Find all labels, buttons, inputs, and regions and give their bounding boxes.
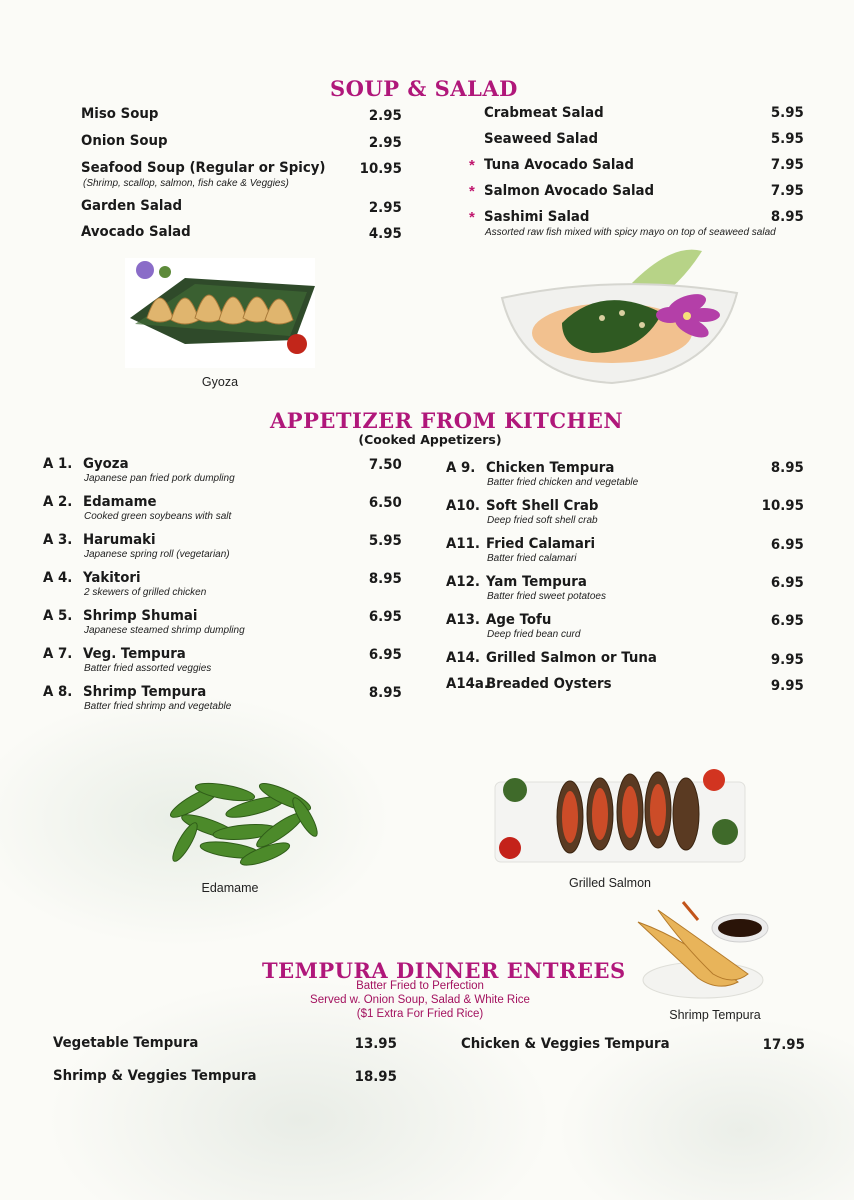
menu-item-price: 6.95 — [771, 537, 804, 553]
menu-item-description: Japanese steamed shrimp dumpling — [84, 625, 245, 636]
shrimp-tempura-photo — [628, 900, 778, 1005]
menu-item-price: 2.95 — [369, 108, 402, 124]
menu-item-description: Batter fried sweet potatoes — [487, 591, 606, 602]
menu-item-name: Grilled Salmon or Tuna — [486, 650, 657, 666]
menu-item-name: Breaded Oysters — [486, 676, 612, 692]
menu-item-name: Salmon Avocado Salad — [484, 183, 655, 199]
item-code: A 7. — [43, 646, 73, 662]
menu-item-price: 8.95 — [369, 571, 402, 587]
menu-item-price: 6.95 — [771, 575, 804, 591]
menu-item-price: 2.95 — [369, 135, 402, 151]
menu-item-price: 10.95 — [359, 161, 402, 177]
item-code: A 5. — [43, 608, 73, 624]
menu-item-price: 10.95 — [761, 498, 804, 514]
menu-item-price: 7.95 — [771, 183, 804, 199]
menu-item-price: 6.50 — [369, 495, 402, 511]
menu-item-name: Vegetable Tempura — [53, 1035, 199, 1051]
soup-salad-heading: SOUP & SALAD — [330, 76, 518, 101]
tempura-line-2: Served w. Onion Soup, Salad & White Rice — [310, 994, 530, 1006]
gyoza-caption: Gyoza — [201, 375, 239, 389]
item-code: A11. — [446, 536, 480, 552]
item-code: A 9. — [446, 460, 476, 476]
menu-item-name: Shrimp Shumai — [83, 608, 198, 624]
item-code: A14. — [446, 650, 480, 666]
menu-item-name: Chicken Tempura — [486, 460, 615, 476]
appetizer-subtitle: (Cooked Appetizers) — [358, 432, 502, 447]
menu-item-price: 6.95 — [771, 613, 804, 629]
menu-item-description: Deep fried soft shell crab — [487, 515, 598, 526]
menu-item-name: Soft Shell Crab — [486, 498, 599, 514]
tempura-line-1: Batter Fried to Perfection — [356, 980, 484, 992]
menu-item-price: 4.95 — [369, 226, 402, 242]
menu-item-name: Onion Soup — [81, 133, 168, 149]
gyoza-photo — [125, 258, 315, 368]
menu-item-description: Deep fried bean curd — [487, 629, 581, 640]
spicy-star-icon: * — [469, 209, 475, 226]
menu-item-name: Sashimi Salad — [484, 209, 590, 225]
menu-item-description: Batter fried shrimp and vegetable — [84, 701, 232, 712]
menu-item-price: 13.95 — [354, 1036, 397, 1052]
item-code: A 2. — [43, 494, 73, 510]
menu-item-price: 5.95 — [369, 533, 402, 549]
item-code: A 8. — [43, 684, 73, 700]
item-code: A12. — [446, 574, 480, 590]
menu-item-price: 8.95 — [369, 685, 402, 701]
menu-item-name: Yam Tempura — [486, 574, 587, 590]
menu-item-price: 9.95 — [771, 652, 804, 668]
menu-item-name: Tuna Avocado Salad — [484, 157, 634, 173]
menu-item-name: Edamame — [83, 494, 157, 510]
item-code: A14a. — [446, 676, 489, 692]
menu-item-name: Gyoza — [83, 456, 129, 472]
menu-item-name: Fried Calamari — [486, 536, 596, 552]
appetizer-heading: APPETIZER FROM KITCHEN — [270, 408, 624, 433]
grilled-salmon-photo — [490, 762, 750, 872]
menu-item-name: Age Tofu — [486, 612, 552, 628]
item-code: A 1. — [43, 456, 73, 472]
menu-item-price: 18.95 — [354, 1069, 397, 1085]
menu-item-price: 7.95 — [771, 157, 804, 173]
grilled-salmon-caption: Grilled Salmon — [569, 876, 651, 890]
menu-item-price: 5.95 — [771, 131, 804, 147]
menu-item-description: (Shrimp, scallop, salmon, fish cake & Veggies) — [83, 178, 289, 189]
menu-item-name: Veg. Tempura — [83, 646, 186, 662]
item-code: A13. — [446, 612, 480, 628]
menu-item-name: Avocado Salad — [81, 224, 191, 240]
sashimi-salad-photo — [492, 243, 742, 393]
tempura-line-3: ($1 Extra For Fried Rice) — [356, 1008, 484, 1020]
menu-item-name: Crabmeat Salad — [484, 105, 604, 121]
menu-item-description: 2 skewers of grilled chicken — [84, 587, 207, 598]
menu-item-name: Seafood Soup (Regular or Spicy) — [81, 160, 326, 176]
menu-item-name: Harumaki — [83, 532, 156, 548]
menu-item-description: Cooked green soybeans with salt — [84, 511, 232, 522]
shrimp-tempura-caption: Shrimp Tempura — [669, 1008, 761, 1022]
menu-item-description: Assorted raw fish mixed with spicy mayo on top of seaweed salad — [485, 227, 776, 238]
menu-item-description: Batter fried calamari — [487, 553, 577, 564]
menu-item-description: Japanese pan fried pork dumpling — [84, 473, 235, 484]
spicy-star-icon: * — [469, 183, 475, 200]
menu-item-price: 6.95 — [369, 647, 402, 663]
menu-item-price: 6.95 — [369, 609, 402, 625]
menu-item-description: Japanese spring roll (vegetarian) — [84, 549, 230, 560]
menu-item-price: 5.95 — [771, 105, 804, 121]
menu-item-description: Batter fried chicken and vegetable — [487, 477, 639, 488]
item-code: A10. — [446, 498, 480, 514]
menu-item-price: 8.95 — [771, 209, 804, 225]
item-code: A 3. — [43, 532, 73, 548]
menu-item-description: Batter fried assorted veggies — [84, 663, 212, 674]
menu-item-price: 7.50 — [369, 457, 402, 473]
menu-item-name: Seaweed Salad — [484, 131, 599, 147]
menu-item-name: Yakitori — [83, 570, 141, 586]
menu-item-price: 2.95 — [369, 200, 402, 216]
tempura-heading: TEMPURA DINNER ENTREES — [262, 958, 626, 983]
menu-item-name: Chicken & Veggies Tempura — [461, 1036, 670, 1052]
menu-item-name: Shrimp Tempura — [83, 684, 207, 700]
menu-item-name: Miso Soup — [81, 106, 159, 122]
menu-item-price: 9.95 — [771, 678, 804, 694]
menu-item-price: 8.95 — [771, 460, 804, 476]
edamame-caption: Edamame — [201, 881, 259, 895]
menu-item-name: Garden Salad — [81, 198, 183, 214]
edamame-photo — [155, 762, 335, 872]
item-code: A 4. — [43, 570, 73, 586]
spicy-star-icon: * — [469, 157, 475, 174]
menu-item-name: Shrimp & Veggies Tempura — [53, 1068, 257, 1084]
menu-item-price: 17.95 — [762, 1037, 805, 1053]
